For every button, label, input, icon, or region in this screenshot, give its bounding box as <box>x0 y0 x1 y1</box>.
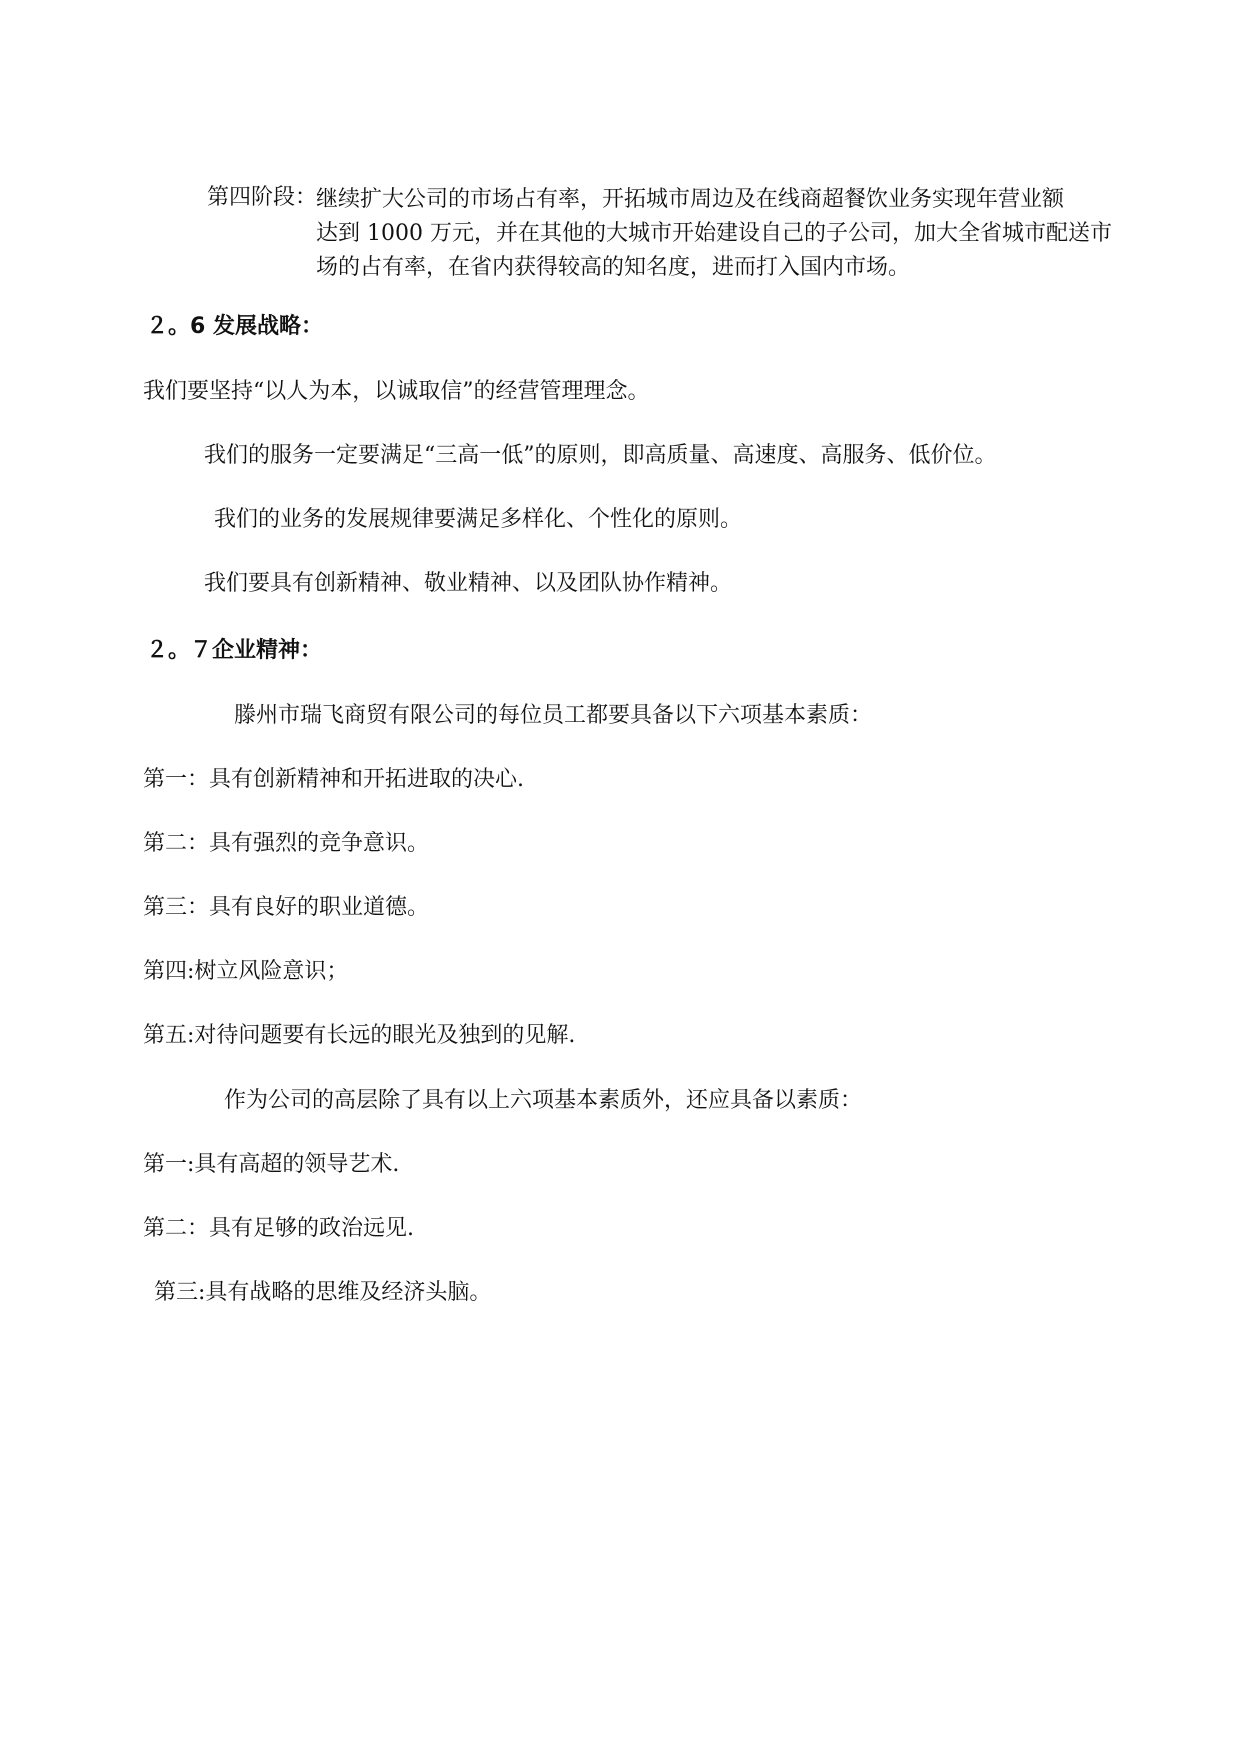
strategy-paragraph: 我们要具有创新精神、敬业精神、以及团队协作精神。 <box>204 571 733 596</box>
quality-item: 第三：具有良好的职业道德。 <box>143 895 430 920</box>
strategy-paragraph: 我们的服务一定要满足“三高一低”的原则，即高质量、高速度、高服务、低价位。 <box>204 443 997 468</box>
quality-item: 第一：具有创新精神和开拓进取的决心. <box>143 767 524 792</box>
senior-quality-item: 第三:具有战略的思维及经济头脑。 <box>154 1280 492 1305</box>
employee-qualities-intro: 滕州市瑞飞商贸有限公司的每位员工都要具备以下六项基本素质： <box>234 703 873 728</box>
quality-item: 第二：具有强烈的竞争意识。 <box>143 831 430 856</box>
senior-quality-item: 第二：具有足够的政治远见. <box>143 1216 414 1241</box>
section-2-7-heading: ２。７企业精神： <box>146 638 323 663</box>
stage-four-text <box>316 183 1176 285</box>
senior-quality-item: 第一:具有高超的领导艺术. <box>143 1152 400 1177</box>
section-2-6-heading: ２。6 发展战略： <box>146 314 323 339</box>
strategy-paragraph: 我们要坚持“以人为本，以诚取信”的经营管理理念。 <box>143 379 650 404</box>
quality-item: 第五:对待问题要有长远的眼光及独到的见解. <box>143 1023 576 1048</box>
stage-four-line: 达到 1000 万元，并在其他的大城市开始建设自己的子公司，加大全省城市配送市 <box>316 221 1112 246</box>
stage-four-line: 场的占有率，在省内获得较高的知名度，进而打入国内市场。 <box>316 255 911 280</box>
quality-item: 第四:树立风险意识； <box>143 959 349 984</box>
stage-four-label: 第四阶段： <box>207 185 318 210</box>
senior-qualities-intro: 作为公司的高层除了具有以上六项基本素质外，还应具备以素质： <box>224 1088 863 1113</box>
stage-four-line: 继续扩大公司的市场占有率，开拓城市周边及在线商超餐饮业务实现年营业额 <box>316 187 1065 212</box>
strategy-paragraph: 我们的业务的发展规律要满足多样化、个性化的原则。 <box>214 507 743 532</box>
